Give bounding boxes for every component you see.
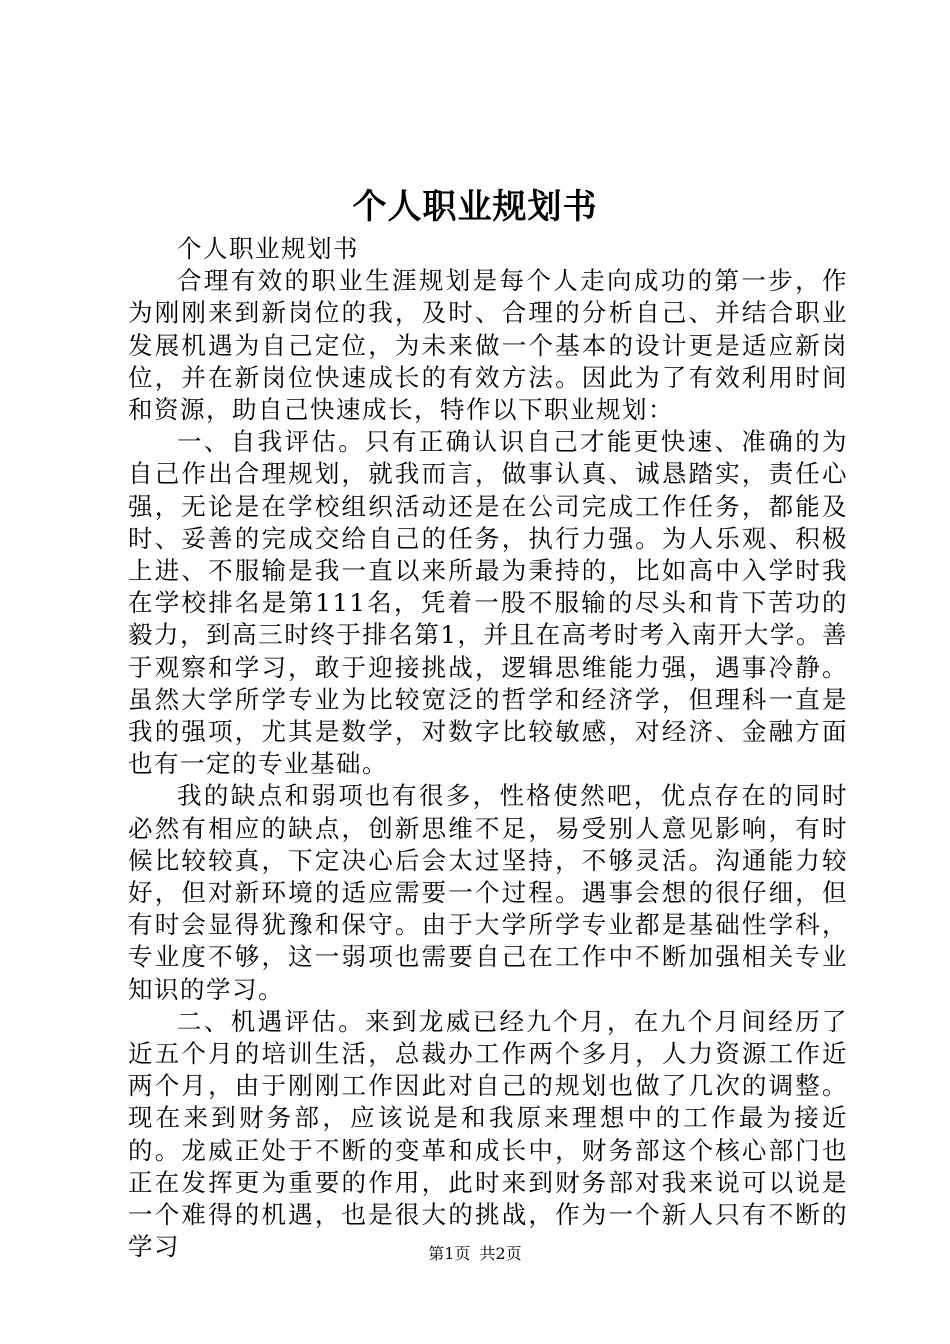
paragraph-self-assessment: 一、自我评估。只有正确认识自己才能更快速、准确的为自己作出合理规划，就我而言，做事认真、诚恳踏实，责任心强，无论是在学校组织活动还是在公司完成工作任务，都能及时、妥善的完成交给自己的任务，执行力强。为人乐观、积极上进、不服输是我一直以来所最为秉持的，比如高中入学时我在学校排名是第111名，凭着一股不服输的尽头和肯下苦功的毅力，到高三时终于排名第1，并且在高考时考入南开大学。善于观察和学习，敢于迎接挑战，逻辑思维能力强，遇事冷静。虽然大学所学专业为比较宽泛的哲学和经济学，但理科一直是我的强项，尤其是数学，对数字比较敏感，对经济、金融方面也有一定的专业基础。: [128, 427, 848, 779]
paragraph-intro: 合理有效的职业生涯规划是每个人走向成功的第一步，作为刚刚来到新岗位的我，及时、合理的分析自己、并结合职业发展机遇为自己定位，为未来做一个基本的设计更是适应新岗位，并在新岗位快速成长的有效方法。因此为了有效利用时间和资源，助自己快速成长，特作以下职业规划：: [128, 266, 848, 425]
paragraph-weaknesses: 我的缺点和弱项也有很多，性格使然吧，优点存在的同时必然有相应的缺点，创新思维不足，易受别人意见影响，有时候比较较真，下定决心后会太过坚持，不够灵活。沟通能力较好，但对新环境的适应需要一个过程。遇事会想的很仔细，但有时会显得犹豫和保守。由于大学所学专业都是基础性学科，专业度不够，这一弱项也需要自己在工作中不断加强相关专业知识的学习。: [128, 781, 848, 1004]
page-footer: [0, 1243, 950, 1265]
paragraph-opportunity-assessment: 二、机遇评估。来到龙威已经九个月，在九个月间经历了近五个月的培训生活，总裁办工作两个多月，人力资源工作近两个月，由于刚刚工作因此对自己的规划也做了几次的调整。现在来到财务部，应该说是和我原来理想中的工作最为接近的。龙威正处于不断的变革和成长中，财务部这个核心部门也正在发挥更为重要的作用，此时来到财务部对我来说可以说是一个难得的机遇，也是很大的挑战，作为一个新人只有不断的学习: [128, 1006, 848, 1262]
paragraph-heading: 个人职业规划书: [177, 234, 359, 263]
document-body: [128, 233, 848, 1264]
page-total: 共2页: [479, 1244, 522, 1263]
document-title: 个人职业规划书: [352, 187, 598, 227]
page-number: 第1页: [428, 1244, 471, 1263]
